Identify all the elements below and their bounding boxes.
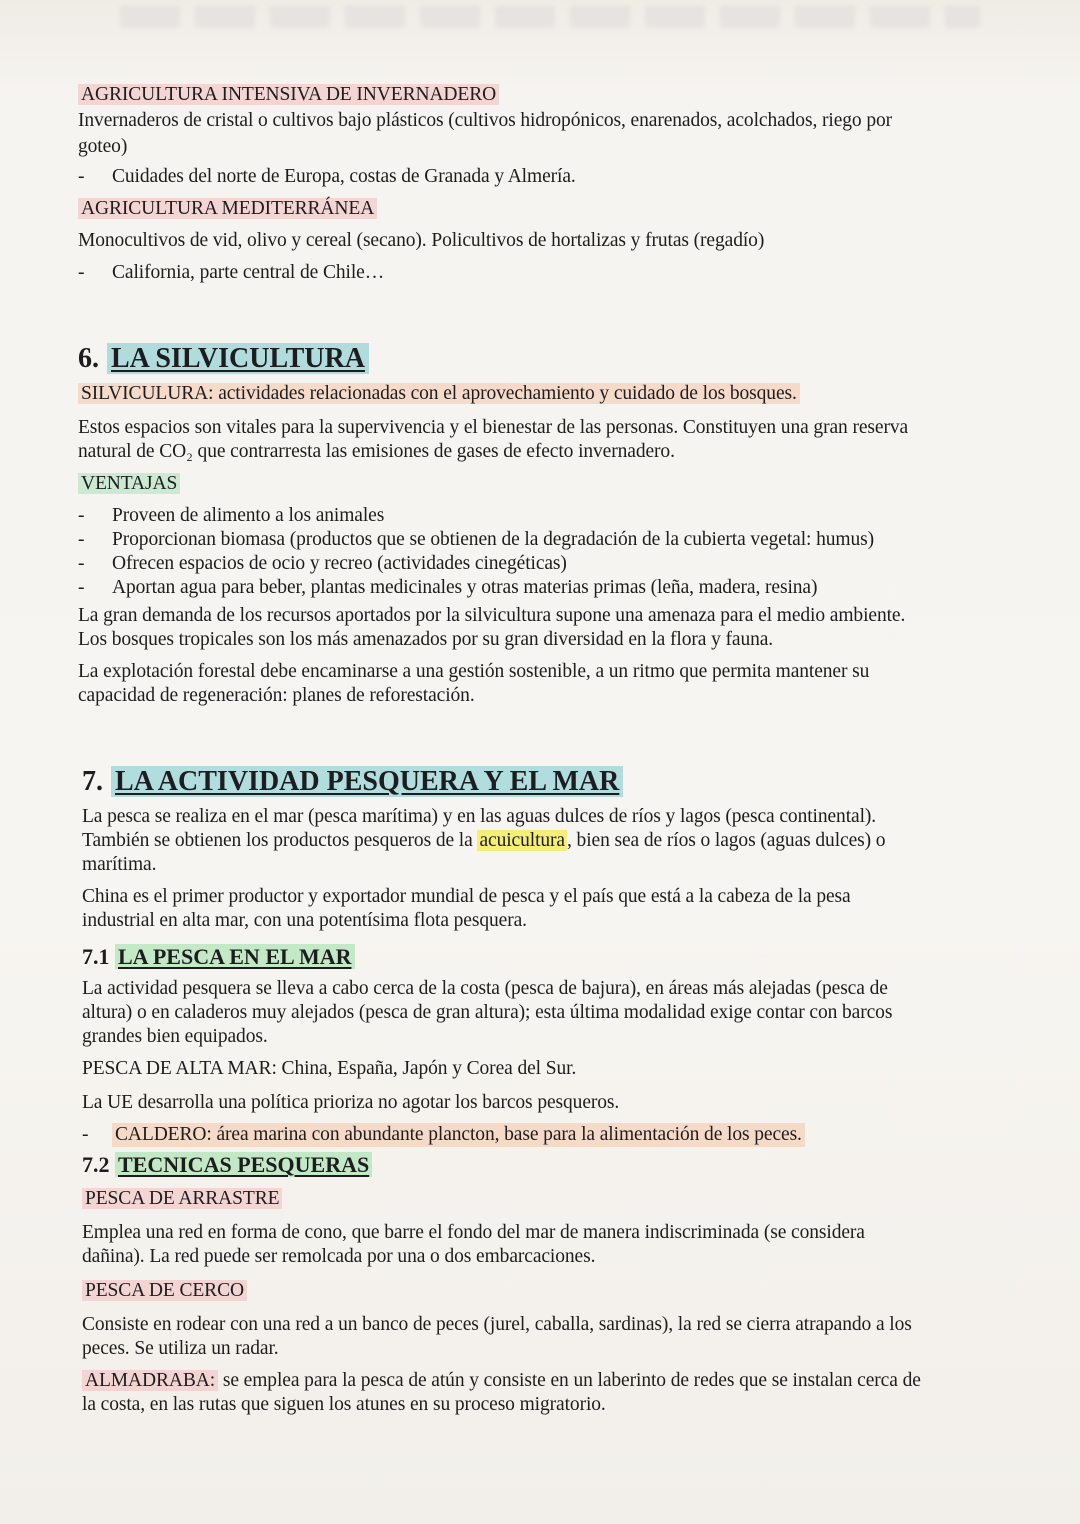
pesca-mar-p1c: grandes bien equipados. <box>82 1026 268 1047</box>
bullet-invernadero: - Cuidades del norte de Europa, costas de Granada y Almería. <box>78 166 576 187</box>
section-6-title: LA SILVICULTURA <box>107 343 369 374</box>
pesca-p1b-pre: También se obtienen los productos pesqueros de la <box>82 830 478 851</box>
list-item: - Proporcionan biomasa (productos que se obtienen de la degradación de la cubierta vegetal: humus) <box>78 529 875 550</box>
pesca-p2a: China es el primer productor y exportador mundial de pesca y el país que está a la cabeza de la pesa <box>82 886 851 907</box>
silvicultura-definition: SILVICULURA: actividades relacionadas con el aprovechamiento y cuidado de los bosques. <box>78 383 800 404</box>
heading-mediterranea: AGRICULTURA MEDITERRÁNEA <box>78 198 377 219</box>
almadraba-label: ALMADRABA: <box>82 1370 218 1391</box>
ventajas-list <box>78 504 1038 600</box>
list-item: - Ofrecen espacios de ocio y recreo (actividades cinegéticas) <box>78 553 567 574</box>
ventaja-2: Proporcionan biomasa (productos que se obtienen de la degradación de la cubierta vegetal: humus) <box>112 529 875 550</box>
pesca-mar-p1a: La actividad pesquera se lleva a cabo cerca de la costa (pesca de bajura), en áreas más alejadas (pesca de <box>82 978 888 999</box>
cerco-a: Consiste en rodear con una red a un banco de peces (jurel, caballa, sardinas), la red se cierra atrapando a los <box>82 1314 912 1335</box>
section-6-number: 6. <box>78 343 99 374</box>
section-7-heading <box>82 765 1042 799</box>
silvicultura-p2b: Los bosques tropicales son los más amenazados por su gran diversidad en la flora y fauna. <box>78 629 774 650</box>
bullet-mediterranea: - California, parte central de Chile… <box>78 262 385 283</box>
section-72-number: 7.2 <box>82 1152 110 1177</box>
pesca-p1b-post: , bien sea de ríos o lagos (aguas dulces) o <box>567 830 886 851</box>
pesca-ue: La UE desarrolla una política prioriza no agotar los barcos pesqueros. <box>82 1092 620 1113</box>
caldero-definition: CALDERO: área marina con abundante plancton, base para la alimentación de los peces. <box>112 1123 805 1147</box>
silvicultura-p3a: La explotación forestal debe encaminarse a una gestión sostenible, a un ritmo que permita mantener su <box>78 661 870 682</box>
silvicultura-p2a: La gran demanda de los recursos aportados por la silvicultura supone una amenaza para el medio ambiente. <box>78 605 906 626</box>
section-pesca <box>82 765 1042 1417</box>
ventaja-4: Aportan agua para beber, plantas medicinales y otras materias primas (leña, madera, resina) <box>112 577 818 598</box>
section-71-number: 7.1 <box>82 944 110 969</box>
bleed-through-text <box>120 6 980 28</box>
pesca-p1a: La pesca se realiza en el mar (pesca marítima) y en las aguas dulces de ríos y lagos (pesca continental). <box>82 806 877 827</box>
almadraba-text: se emplea para la pesca de atún y consiste en un laberinto de redes que se instalan cerca de <box>218 1370 921 1391</box>
ventajas-label: VENTAJAS <box>78 473 180 494</box>
arrastre-a: Emplea una red en forma de cono, que barre el fondo del mar de manera indiscriminada (se considera <box>82 1222 865 1243</box>
agriculture-block <box>78 83 1038 291</box>
text-invernadero-2: goteo) <box>78 136 128 157</box>
text-invernadero-1: Invernaderos de cristal o cultivos bajo plásticos (cultivos hidropónicos, enarenados, acolchados, riego por <box>78 110 893 131</box>
pesca-mar-p1b: altura) o en caladeros muy alejados (pesca de gran altura); esta última modalidad exige contar con barcos <box>82 1002 893 1023</box>
pesca-p2b: industrial en alta mar, con una potentísima flota pesquera. <box>82 910 527 931</box>
pesca-alta-mar: PESCA DE ALTA MAR: China, España, Japón y Corea del Sur. <box>82 1058 577 1079</box>
almadraba-a <box>82 1369 1042 1393</box>
arrastre-label: PESCA DE ARRASTRE <box>82 1188 282 1209</box>
section-7-number: 7. <box>82 766 103 797</box>
pesca-p1b <box>82 829 1042 853</box>
caldero-item: - CALDERO: área marina con abundante plancton, base para la alimentación de los peces. <box>82 1123 1042 1147</box>
pesca-p1c: marítima. <box>82 854 157 875</box>
cerco-b: peces. Se utiliza un radar. <box>82 1338 279 1359</box>
list-item: - Proveen de alimento a los animales <box>78 505 385 526</box>
section-72-title: TECNICAS PESQUERAS <box>115 1152 372 1177</box>
arrastre-b: dañina). La red puede ser remolcada por una o dos embarcaciones. <box>82 1246 596 1267</box>
text-mediterranea: Monocultivos de vid, olivo y cereal (secano). Policultivos de hortalizas y frutas (regadío) <box>78 230 765 251</box>
cerco-label: PESCA DE CERCO <box>82 1280 247 1301</box>
bullet-invernadero-text: Cuidades del norte de Europa, costas de Granada y Almería. <box>112 166 576 187</box>
ventaja-1: Proveen de alimento a los animales <box>112 505 385 526</box>
acuicultura-highlight: acuicultura <box>479 830 565 851</box>
section-71-heading <box>82 943 1042 971</box>
silvicultura-p1b: natural de CO₂ que contrarresta las emisiones de gases de efecto invernadero. <box>78 441 675 462</box>
list-item: - Aportan agua para beber, plantas medicinales y otras materias primas (leña, madera, resina) <box>78 577 818 598</box>
silvicultura-p3b: capacidad de regeneración: planes de reforestación. <box>78 685 475 706</box>
silvicultura-p1a: Estos espacios son vitales para la supervivencia y el bienestar de las personas. Constituyen una gran reserva <box>78 417 909 438</box>
ventaja-3: Ofrecen espacios de ocio y recreo (actividades cinegéticas) <box>112 553 567 574</box>
section-7-title: LA ACTIVIDAD PESQUERA Y EL MAR <box>111 766 623 797</box>
section-71-title: LA PESCA EN EL MAR <box>115 944 355 969</box>
section-6-heading <box>78 342 1038 376</box>
heading-invernadero: AGRICULTURA INTENSIVA DE INVERNADERO <box>78 84 499 105</box>
bullet-mediterranea-text: California, parte central de Chile… <box>112 262 385 283</box>
section-silvicultura <box>78 342 1038 708</box>
almadraba-b: la costa, en las rutas que siguen los atunes en su proceso migratorio. <box>82 1394 606 1415</box>
section-72-heading <box>82 1151 1042 1179</box>
